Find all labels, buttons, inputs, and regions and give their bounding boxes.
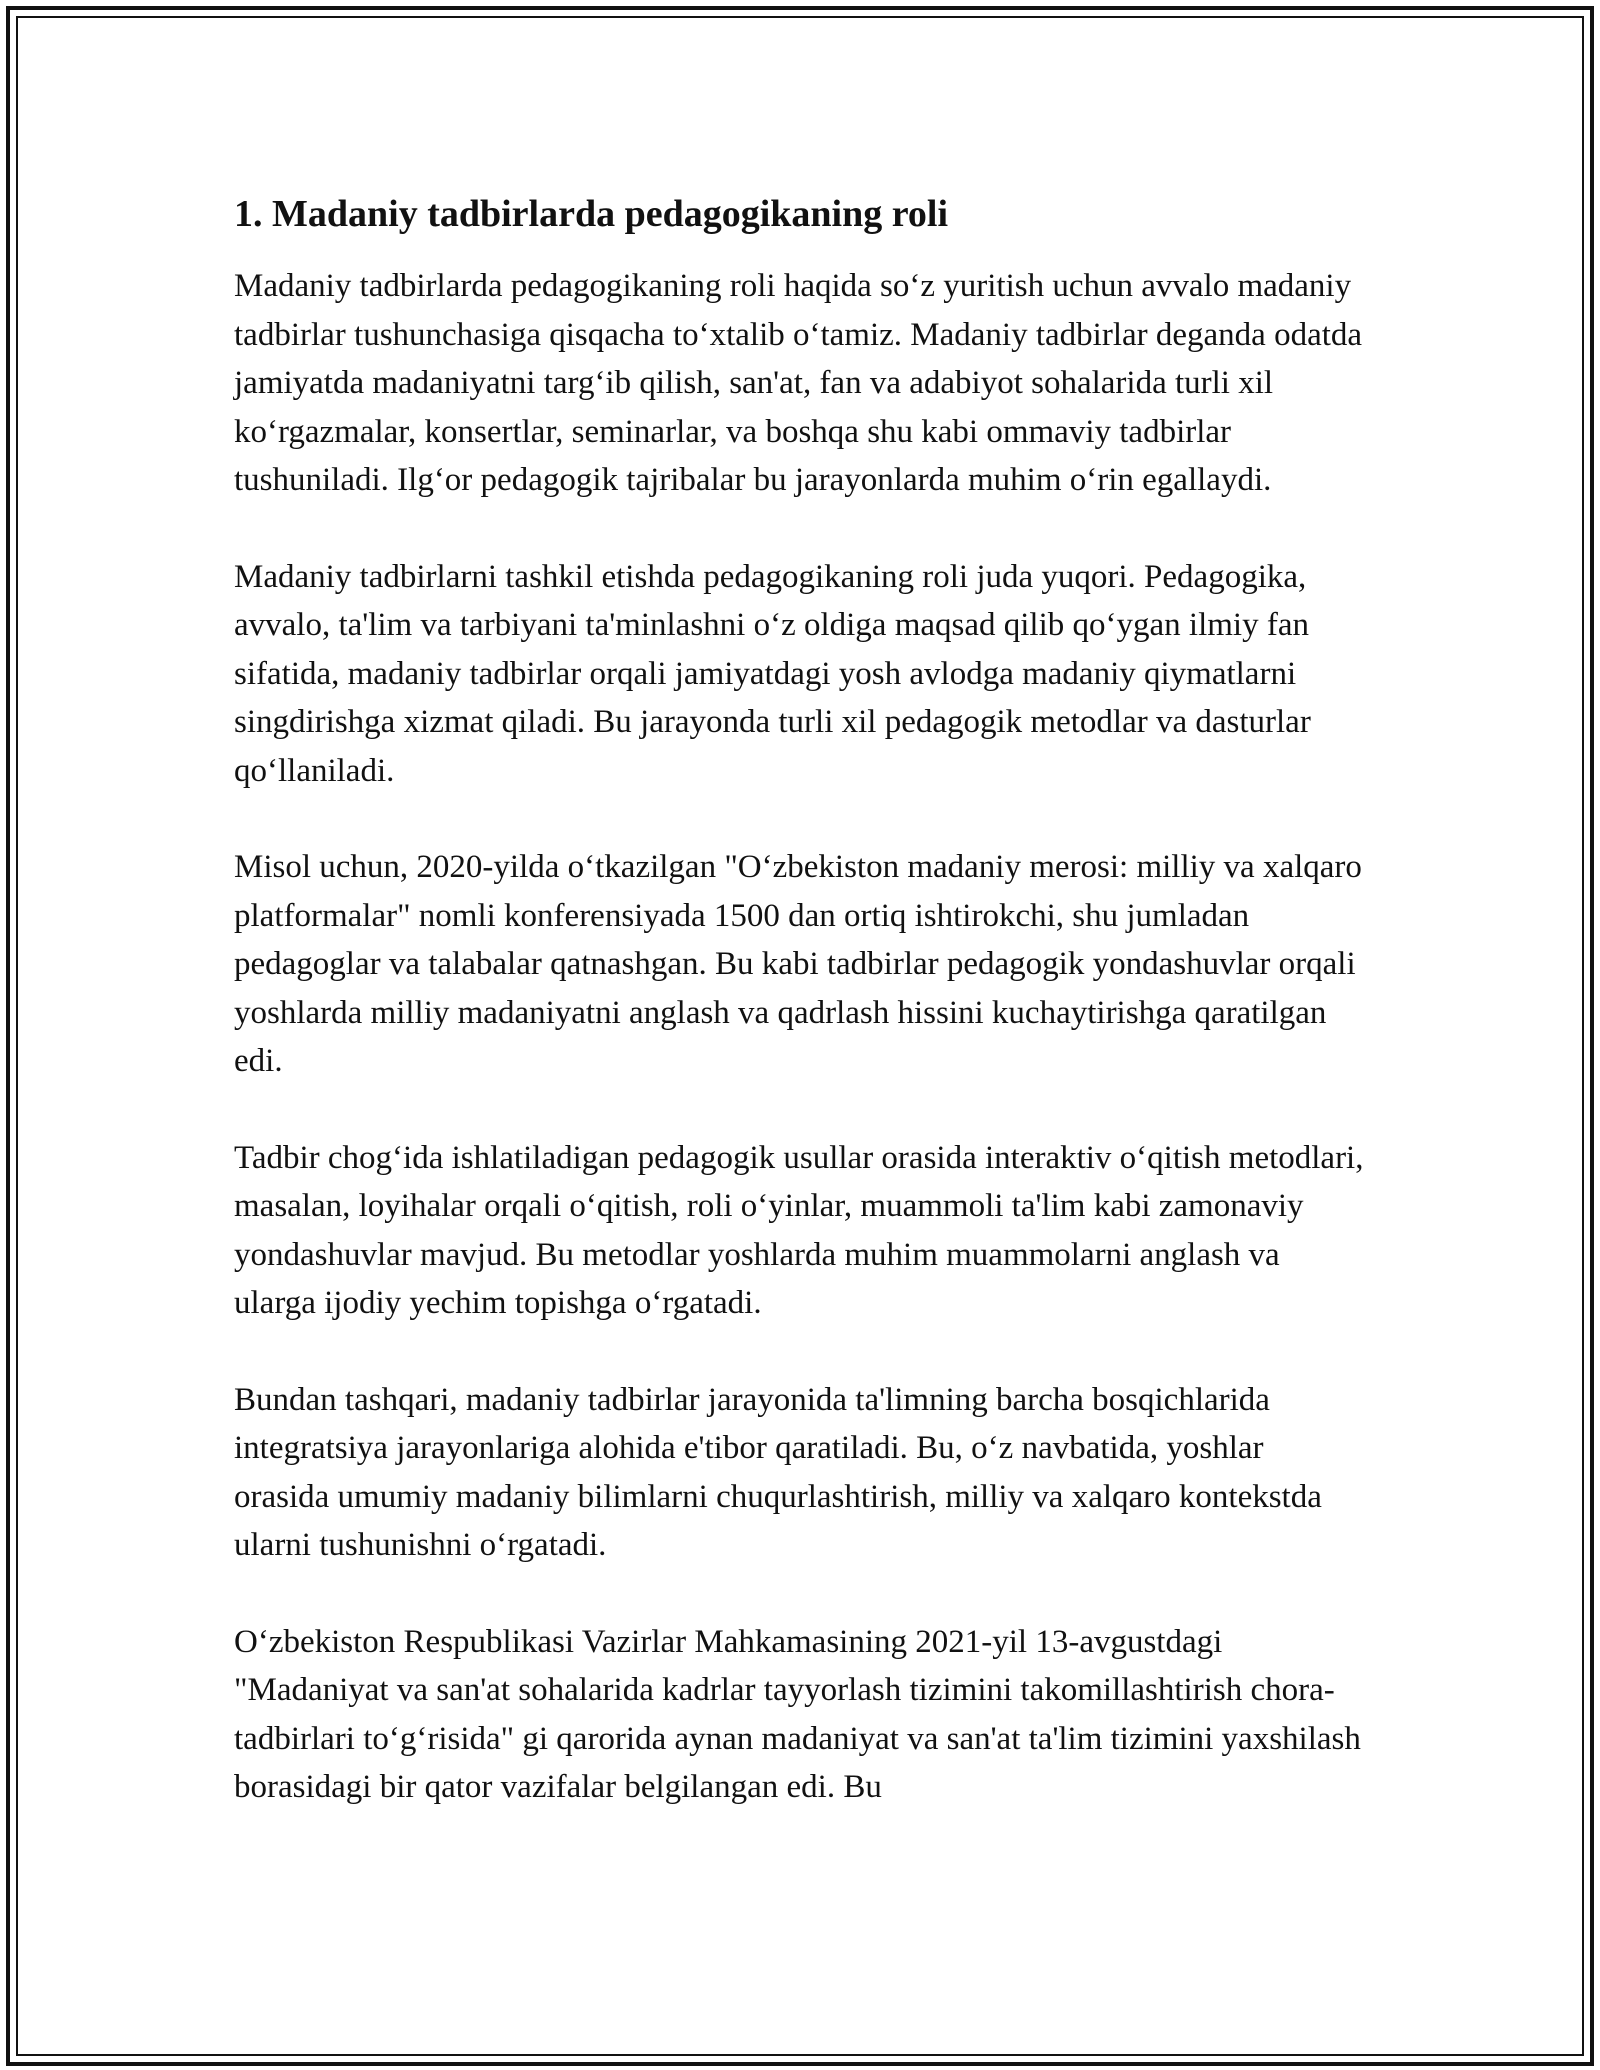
paragraph-6: O‘zbekiston Respublikasi Vazirlar Mahkamasining 2021-yil 13-avgustdagi "Madaniyat va san'at sohalarida kadrlar tayyorlash tizimini takomillashtirish chora-tadbirlari to‘g‘risida" gi qarorida aynan madaniyat va san'at ta'lim tizimini yaxshilash borasidagi bir qator vazifalar belgilangan edi. Bu [234, 1623, 1361, 1805]
document-body [234, 188, 1364, 1860]
section-heading: 1. Madaniy tadbirlarda pedagogikaning roli [234, 193, 949, 235]
paragraph-2: Madaniy tadbirlarni tashkil etishda pedagogikaning roli juda yuqori. Pedagogika, avvalo, ta'lim va tarbiyani ta'minlashni o‘z oldiga maqsad qilib qo‘ygan ilmiy fan sifatida, madaniy tadbirlar orqali jamiyatdagi yosh avlodga madaniy qiymatlarni singdirishga xizmat qiladi. Bu jarayonda turli xil pedagogik metodlar va dasturlar qo‘llaniladi. [234, 558, 1311, 789]
paragraph-4: Tadbir chog‘ida ishlatiladigan pedagogik usullar orasida interaktiv o‘qitish metodlari, masalan, loyihalar orqali o‘qitish, roli o‘yinlar, muammoli ta'lim kabi zamonaviy yondashuvlar mavjud. Bu metodlar yoshlarda muhim muammolarni anglash va ularga ijodiy yechim topishga o‘rgatadi. [234, 1139, 1364, 1321]
paragraph-3: Misol uchun, 2020-yilda o‘tkazilgan "O‘zbekiston madaniy merosi: milliy va xalqaro platformalar" nomli konferensiyada 1500 dan ortiq ishtirokchi, shu jumladan pedagoglar va talabalar qatnashgan. Bu kabi tadbirlar pedagogik yondashuvlar orqali yoshlarda milliy madaniyatni anglash va qadrlash hissini kuchaytirishga qaratilgan edi. [234, 849, 1362, 1079]
paragraph-1: Madaniy tadbirlarda pedagogikaning roli haqida so‘z yuritish uchun avvalo madaniy tadbirlar tushunchasiga qisqacha to‘xtalib o‘tamiz. Madaniy tadbirlar deganda odatda jamiyatda madaniyatni targ‘ib qilish, san'at, fan va adabiyot sohalarida turli xil ko‘rgazmalar, konsertlar, seminarlar, va boshqa shu kabi ommaviy tadbirlar tushuniladi. Ilg‘or pedagogik tajribalar bu jarayonlarda muhim o‘rin egallaydi. [234, 268, 1363, 498]
paragraph-5: Bundan tashqari, madaniy tadbirlar jarayonida ta'limning barcha bosqichlarida integratsiya jarayonlariga alohida e'tibor qaratiladi. Bu, o‘z navbatida, yoshlar orasida umumiy madaniy bilimlarni chuqurlashtirish, milliy va xalqaro kontekstda ularni tushunishni o‘rgatadi. [234, 1381, 1322, 1563]
